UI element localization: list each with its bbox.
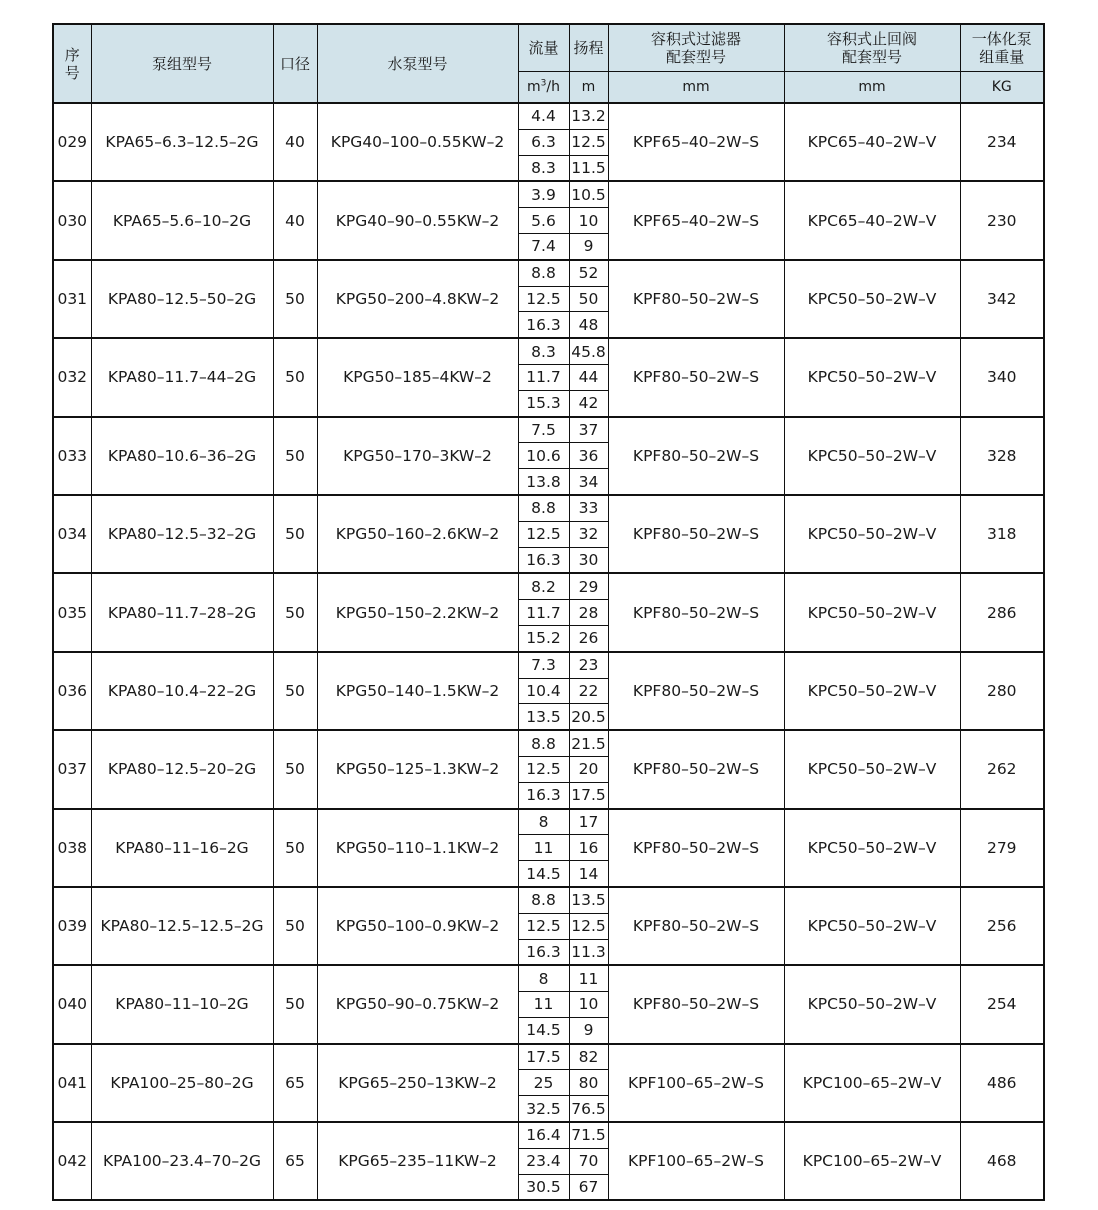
cell-flow: 30.5	[518, 1174, 569, 1200]
cell-head: 9	[569, 1017, 608, 1043]
cell-filter: KPF80–50–2W–S	[608, 965, 784, 1043]
cell-flow: 8.8	[518, 260, 569, 286]
cell-filter: KPF80–50–2W–S	[608, 809, 784, 887]
cell-seq: 042	[53, 1122, 91, 1200]
header-head: 扬程	[569, 24, 608, 72]
unit-filter: mm	[608, 72, 784, 104]
cell-valve: KPC50–50–2W–V	[784, 495, 960, 573]
pump-spec-table	[52, 23, 1045, 1201]
cell-head: 13.5	[569, 887, 608, 913]
cell-flow: 3.9	[518, 181, 569, 207]
cell-pump-model: KPG50–200–4.8KW–2	[317, 260, 518, 338]
cell-flow: 16.4	[518, 1122, 569, 1148]
header-weight-line1: 一体化泵	[971, 30, 1032, 48]
cell-weight: 234	[960, 103, 1044, 181]
cell-seq: 040	[53, 965, 91, 1043]
cell-diameter: 50	[273, 573, 317, 651]
header-valve	[784, 24, 960, 72]
cell-seq: 039	[53, 887, 91, 965]
table-row	[53, 260, 1044, 286]
cell-diameter: 50	[273, 338, 317, 416]
cell-head: 10	[569, 992, 608, 1018]
cell-weight: 340	[960, 338, 1044, 416]
cell-pump-model: KPG40–90–0.55KW–2	[317, 181, 518, 259]
cell-filter: KPF80–50–2W–S	[608, 887, 784, 965]
unit-flow-tail: /h	[546, 79, 560, 95]
cell-weight: 468	[960, 1122, 1044, 1200]
cell-diameter: 50	[273, 809, 317, 887]
table-row	[53, 1122, 1044, 1148]
cell-filter: KPF80–50–2W–S	[608, 338, 784, 416]
cell-filter: KPF65–40–2W–S	[608, 103, 784, 181]
cell-pump-model: KPG50–110–1.1KW–2	[317, 809, 518, 887]
cell-weight: 328	[960, 417, 1044, 495]
cell-diameter: 65	[273, 1044, 317, 1122]
cell-weight: 230	[960, 181, 1044, 259]
cell-head: 11.3	[569, 939, 608, 965]
cell-flow: 8.8	[518, 495, 569, 521]
cell-flow: 10.6	[518, 443, 569, 469]
cell-flow: 8.3	[518, 155, 569, 181]
cell-filter: KPF80–50–2W–S	[608, 260, 784, 338]
cell-head: 10.5	[569, 181, 608, 207]
cell-head: 13.2	[569, 103, 608, 129]
table-row	[53, 338, 1044, 364]
cell-flow: 4.4	[518, 103, 569, 129]
cell-model: KPA80–12.5–20–2G	[91, 730, 273, 808]
cell-model: KPA80–12.5–12.5–2G	[91, 887, 273, 965]
cell-weight: 256	[960, 887, 1044, 965]
cell-weight: 262	[960, 730, 1044, 808]
cell-pump-model: KPG40–100–0.55KW–2	[317, 103, 518, 181]
cell-seq: 030	[53, 181, 91, 259]
cell-flow: 8.2	[518, 573, 569, 599]
cell-filter: KPF65–40–2W–S	[608, 181, 784, 259]
cell-seq: 036	[53, 652, 91, 730]
cell-valve: KPC65–40–2W–V	[784, 103, 960, 181]
cell-head: 12.5	[569, 913, 608, 939]
cell-model: KPA80–10.4–22–2G	[91, 652, 273, 730]
cell-diameter: 40	[273, 103, 317, 181]
table-row	[53, 730, 1044, 756]
cell-valve: KPC50–50–2W–V	[784, 965, 960, 1043]
cell-seq: 033	[53, 417, 91, 495]
cell-flow: 11.7	[518, 364, 569, 390]
cell-filter: KPF80–50–2W–S	[608, 417, 784, 495]
cell-flow: 7.5	[518, 417, 569, 443]
cell-flow: 25	[518, 1070, 569, 1096]
cell-weight: 342	[960, 260, 1044, 338]
cell-model: KPA65–6.3–12.5–2G	[91, 103, 273, 181]
cell-head: 20.5	[569, 704, 608, 730]
cell-valve: KPC50–50–2W–V	[784, 417, 960, 495]
cell-flow: 11	[518, 835, 569, 861]
cell-head: 17.5	[569, 782, 608, 808]
cell-head: 71.5	[569, 1122, 608, 1148]
cell-valve: KPC50–50–2W–V	[784, 338, 960, 416]
cell-flow: 8	[518, 809, 569, 835]
table-row	[53, 965, 1044, 991]
header-diameter: 口径	[273, 24, 317, 103]
cell-flow: 8.8	[518, 887, 569, 913]
table-row	[53, 887, 1044, 913]
cell-diameter: 50	[273, 495, 317, 573]
cell-head: 23	[569, 652, 608, 678]
cell-weight: 286	[960, 573, 1044, 651]
cell-flow: 8.8	[518, 730, 569, 756]
cell-flow: 11.7	[518, 600, 569, 626]
cell-filter: KPF100–65–2W–S	[608, 1122, 784, 1200]
header-pump-model: 水泵型号	[317, 24, 518, 103]
cell-head: 33	[569, 495, 608, 521]
cell-weight: 280	[960, 652, 1044, 730]
cell-flow: 15.3	[518, 390, 569, 416]
cell-pump-model: KPG50–90–0.75KW–2	[317, 965, 518, 1043]
cell-model: KPA100–25–80–2G	[91, 1044, 273, 1122]
cell-head: 26	[569, 625, 608, 651]
cell-head: 11.5	[569, 155, 608, 181]
cell-head: 21.5	[569, 730, 608, 756]
header-filter-line2: 配套型号	[665, 48, 726, 66]
cell-head: 37	[569, 417, 608, 443]
cell-flow: 14.5	[518, 861, 569, 887]
cell-head: 80	[569, 1070, 608, 1096]
cell-flow: 15.2	[518, 625, 569, 651]
cell-head: 82	[569, 1044, 608, 1070]
cell-filter: KPF80–50–2W–S	[608, 652, 784, 730]
cell-diameter: 65	[273, 1122, 317, 1200]
table-row	[53, 495, 1044, 521]
cell-flow: 14.5	[518, 1017, 569, 1043]
cell-seq: 038	[53, 809, 91, 887]
cell-head: 48	[569, 312, 608, 338]
unit-head: m	[569, 72, 608, 104]
cell-model: KPA80–11–10–2G	[91, 965, 273, 1043]
cell-diameter: 50	[273, 965, 317, 1043]
cell-head: 29	[569, 573, 608, 599]
cell-valve: KPC50–50–2W–V	[784, 652, 960, 730]
cell-pump-model: KPG50–150–2.2KW–2	[317, 573, 518, 651]
cell-pump-model: KPG65–235–11KW–2	[317, 1122, 518, 1200]
cell-flow: 16.3	[518, 782, 569, 808]
cell-valve: KPC100–65–2W–V	[784, 1122, 960, 1200]
cell-flow: 12.5	[518, 286, 569, 312]
cell-flow: 8.3	[518, 338, 569, 364]
table-row	[53, 417, 1044, 443]
cell-pump-model: KPG50–170–3KW–2	[317, 417, 518, 495]
cell-seq: 037	[53, 730, 91, 808]
cell-model: KPA80–11.7–44–2G	[91, 338, 273, 416]
cell-head: 22	[569, 678, 608, 704]
cell-head: 76.5	[569, 1096, 608, 1122]
cell-model: KPA80–11.7–28–2G	[91, 573, 273, 651]
cell-flow: 5.6	[518, 208, 569, 234]
cell-filter: KPF80–50–2W–S	[608, 573, 784, 651]
header-valve-line2: 配套型号	[841, 48, 902, 66]
cell-flow: 6.3	[518, 129, 569, 155]
cell-valve: KPC100–65–2W–V	[784, 1044, 960, 1122]
cell-head: 20	[569, 756, 608, 782]
cell-flow: 16.3	[518, 312, 569, 338]
cell-head: 30	[569, 547, 608, 573]
header-seq	[53, 24, 91, 103]
cell-flow: 7.3	[518, 652, 569, 678]
table-row	[53, 573, 1044, 599]
header-filter-line1: 容积式过滤器	[650, 30, 741, 48]
cell-filter: KPF100–65–2W–S	[608, 1044, 784, 1122]
cell-diameter: 50	[273, 887, 317, 965]
cell-pump-model: KPG65–250–13KW–2	[317, 1044, 518, 1122]
cell-head: 45.8	[569, 338, 608, 364]
cell-pump-model: KPG50–185–4KW–2	[317, 338, 518, 416]
cell-head: 32	[569, 521, 608, 547]
cell-seq: 032	[53, 338, 91, 416]
cell-head: 67	[569, 1174, 608, 1200]
cell-flow: 12.5	[518, 756, 569, 782]
cell-flow: 32.5	[518, 1096, 569, 1122]
cell-head: 44	[569, 364, 608, 390]
unit-flow	[518, 72, 569, 104]
cell-flow: 16.3	[518, 547, 569, 573]
cell-filter: KPF80–50–2W–S	[608, 730, 784, 808]
cell-head: 50	[569, 286, 608, 312]
cell-model: KPA80–12.5–50–2G	[91, 260, 273, 338]
table-body	[53, 103, 1044, 1200]
header-seq-line1: 序	[64, 45, 80, 64]
table-row	[53, 181, 1044, 207]
cell-weight: 254	[960, 965, 1044, 1043]
cell-seq: 029	[53, 103, 91, 181]
cell-seq: 035	[53, 573, 91, 651]
cell-valve: KPC50–50–2W–V	[784, 573, 960, 651]
cell-valve: KPC65–40–2W–V	[784, 181, 960, 259]
cell-seq: 031	[53, 260, 91, 338]
cell-pump-model: KPG50–100–0.9KW–2	[317, 887, 518, 965]
cell-diameter: 50	[273, 417, 317, 495]
table-row	[53, 1044, 1044, 1070]
header-seq-line2: 号	[64, 63, 80, 82]
cell-weight: 279	[960, 809, 1044, 887]
cell-weight: 318	[960, 495, 1044, 573]
cell-head: 28	[569, 600, 608, 626]
header-filter	[608, 24, 784, 72]
header-model: 泵组型号	[91, 24, 273, 103]
table-row	[53, 652, 1044, 678]
cell-head: 9	[569, 233, 608, 259]
cell-valve: KPC50–50–2W–V	[784, 260, 960, 338]
cell-diameter: 50	[273, 652, 317, 730]
cell-weight: 486	[960, 1044, 1044, 1122]
cell-model: KPA80–11–16–2G	[91, 809, 273, 887]
unit-flow-exp: 3	[540, 78, 547, 89]
cell-flow: 11	[518, 992, 569, 1018]
unit-valve: mm	[784, 72, 960, 104]
header-valve-line1: 容积式止回阀	[826, 30, 917, 48]
table-header	[53, 24, 1044, 103]
cell-head: 70	[569, 1148, 608, 1174]
cell-pump-model: KPG50–140–1.5KW–2	[317, 652, 518, 730]
cell-flow: 12.5	[518, 913, 569, 939]
cell-model: KPA100–23.4–70–2G	[91, 1122, 273, 1200]
cell-head: 16	[569, 835, 608, 861]
cell-model: KPA65–5.6–10–2G	[91, 181, 273, 259]
cell-diameter: 50	[273, 730, 317, 808]
cell-flow: 16.3	[518, 939, 569, 965]
cell-filter: KPF80–50–2W–S	[608, 495, 784, 573]
cell-head: 14	[569, 861, 608, 887]
cell-valve: KPC50–50–2W–V	[784, 730, 960, 808]
cell-flow: 23.4	[518, 1148, 569, 1174]
header-weight-line2: 组重量	[979, 48, 1025, 66]
cell-flow: 7.4	[518, 233, 569, 259]
cell-seq: 041	[53, 1044, 91, 1122]
cell-diameter: 40	[273, 181, 317, 259]
cell-flow: 13.8	[518, 469, 569, 495]
cell-model: KPA80–12.5–32–2G	[91, 495, 273, 573]
cell-flow: 10.4	[518, 678, 569, 704]
cell-model: KPA80–10.6–36–2G	[91, 417, 273, 495]
cell-pump-model: KPG50–160–2.6KW–2	[317, 495, 518, 573]
table-row	[53, 103, 1044, 129]
cell-pump-model: KPG50–125–1.3KW–2	[317, 730, 518, 808]
cell-head: 12.5	[569, 129, 608, 155]
cell-flow: 17.5	[518, 1044, 569, 1070]
cell-seq: 034	[53, 495, 91, 573]
cell-diameter: 50	[273, 260, 317, 338]
cell-valve: KPC50–50–2W–V	[784, 809, 960, 887]
cell-flow: 13.5	[518, 704, 569, 730]
cell-head: 52	[569, 260, 608, 286]
cell-head: 11	[569, 965, 608, 991]
cell-head: 42	[569, 390, 608, 416]
cell-head: 17	[569, 809, 608, 835]
cell-head: 34	[569, 469, 608, 495]
table-row	[53, 809, 1044, 835]
cell-head: 36	[569, 443, 608, 469]
unit-weight: KG	[960, 72, 1044, 104]
cell-valve: KPC50–50–2W–V	[784, 887, 960, 965]
cell-flow: 12.5	[518, 521, 569, 547]
header-flow: 流量	[518, 24, 569, 72]
cell-head: 10	[569, 208, 608, 234]
cell-flow: 8	[518, 965, 569, 991]
unit-flow-base: m	[527, 79, 541, 95]
header-weight	[960, 24, 1044, 72]
